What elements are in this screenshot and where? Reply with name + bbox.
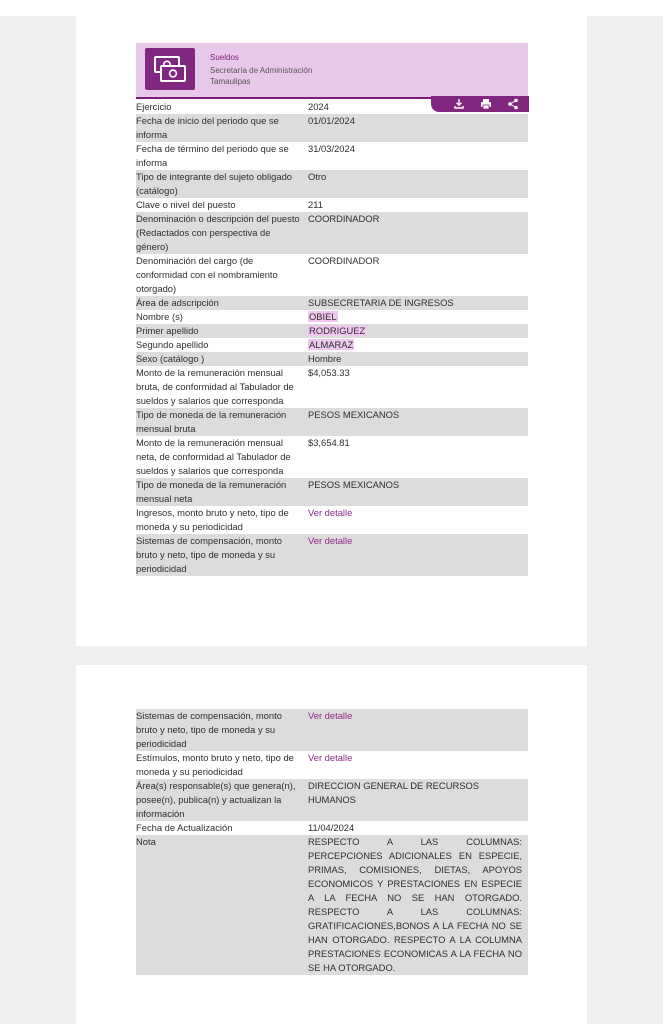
row-value — [308, 534, 528, 576]
row-value: 31/03/2024 — [308, 143, 355, 154]
table-row — [136, 100, 528, 114]
row-value: PESOS MEXICANOS — [308, 479, 400, 490]
table-row — [136, 324, 528, 338]
row-label: Denominación o descripción del puesto (Redactados con perspectiva de género) — [136, 213, 300, 252]
row-label: Fecha de inicio del periodo que se informa — [136, 115, 279, 140]
table-row — [136, 114, 528, 142]
row-label: Fecha de Actualización — [136, 822, 233, 833]
first-surname-value: RODRIGUEZ — [309, 325, 366, 336]
table-row — [136, 352, 528, 366]
table-row — [136, 408, 528, 436]
table-row — [136, 296, 528, 310]
table-row — [136, 478, 528, 506]
header-subtitle-line2: Tamaulipas — [210, 77, 251, 86]
row-label: Tipo de integrante del sujeto obligado (catálogo) — [136, 171, 293, 196]
table-row — [136, 779, 528, 821]
row-label: Nota — [136, 836, 156, 847]
money-icon — [153, 55, 187, 83]
table-row — [136, 835, 528, 975]
table-row — [136, 212, 528, 254]
row-value: Otro — [308, 171, 327, 182]
row-value — [308, 310, 528, 324]
table-row — [136, 751, 528, 779]
row-value: $4,053.33 — [308, 367, 350, 378]
row-label: Clave o nivel del puesto — [136, 199, 236, 210]
row-label: Nombre (s) — [136, 311, 183, 322]
row-label: Monto de la remuneración mensual bruta, de conformidad al Tabulador de sueldos y salarios que corresponda — [136, 367, 294, 406]
row-value: 01/01/2024 — [308, 115, 355, 126]
table-row — [136, 338, 528, 352]
row-label: Tipo de moneda de la remuneración mensual neta — [136, 479, 287, 504]
header-subtitle — [210, 65, 360, 87]
table-row — [136, 534, 528, 576]
row-label: Segundo apellido — [136, 339, 209, 350]
row-value: COORDINADOR — [308, 213, 380, 224]
table-row — [136, 254, 528, 296]
row-value: PESOS MEXICANOS — [308, 409, 400, 420]
row-value: 11/04/2024 — [308, 822, 355, 833]
header-subtitle-line1: Secretaría de Administración — [210, 66, 313, 75]
row-label: Fecha de término del periodo que se informa — [136, 143, 289, 168]
table-row — [136, 366, 528, 408]
row-label: Área(s) responsable(s) que genera(n), posee(n), publica(n) y actualizan la información — [136, 780, 296, 819]
ver-detalle-ingresos-link[interactable]: Ver detalle — [308, 507, 353, 518]
sueldos-header — [136, 43, 528, 99]
row-label: Primer apellido — [136, 325, 199, 336]
row-value: 2024 — [308, 101, 329, 112]
salary-table-continued — [136, 710, 528, 989]
row-label: Sistemas de compensación, monto bruto y neto, tipo de moneda y su periodicidad — [136, 710, 282, 749]
row-label: Denominación del cargo (de conformidad con el nombramiento otorgado) — [136, 255, 278, 294]
table-row — [136, 436, 528, 478]
salary-table — [136, 100, 528, 586]
row-value — [308, 324, 528, 338]
row-value: Hombre — [308, 353, 342, 364]
table-row — [136, 170, 528, 198]
row-label: Monto de la remuneración mensual neta, de conformidad al Tabulador de sueldos y salarios que corresponda — [136, 437, 291, 476]
row-value: COORDINADOR — [308, 255, 380, 266]
row-value: SUBSECRETARIA DE INGRESOS — [308, 297, 454, 308]
row-value: 211 — [308, 199, 323, 210]
row-label: Estímulos, monto bruto y neto, tipo de moneda y su periodicidad — [136, 752, 294, 777]
name-value: OBIEL — [309, 311, 337, 322]
row-label: Sistemas de compensación, monto bruto y neto, tipo de moneda y su periodicidad — [136, 535, 282, 574]
table-row — [136, 709, 528, 751]
salary-logo — [145, 48, 195, 90]
top-bar — [0, 0, 663, 16]
row-value: DIRECCION GENERAL DE RECURSOS HUMANOS — [308, 780, 480, 805]
table-row — [136, 310, 528, 324]
row-label: Ejercicio — [136, 101, 172, 112]
ver-detalle-sistemas-link[interactable]: Ver detalle — [308, 535, 353, 546]
second-surname-value: ALMARAZ — [309, 339, 354, 350]
table-row — [136, 506, 528, 534]
page-2 — [76, 665, 587, 1024]
row-value — [308, 709, 528, 751]
row-value — [308, 338, 528, 352]
table-row — [136, 198, 528, 212]
table-row — [136, 821, 528, 835]
header-title: Sueldos — [210, 53, 239, 62]
row-label: Tipo de moneda de la remuneración mensual bruta — [136, 409, 287, 434]
row-value — [308, 506, 528, 534]
ver-detalle-sistemas-link[interactable]: Ver detalle — [308, 710, 353, 721]
table-row — [136, 142, 528, 170]
page-1 — [76, 16, 587, 646]
row-label: Área de adscripción — [136, 297, 219, 308]
note-value: RESPECTO A LAS COLUMNAS: PERCEPCIONES ADICIONALES EN ESPECIE, PRIMAS, COMISIONES, DIETAS, APOYOS ECONOMICOS Y PRESTACIONES EN ESPECIE A LA FECHA NO SE HAN OTORGADO. RESPECTO A LAS COLUMNAS: GRATIFICACIONES,BONOS A LA FECHA NO SE HAN OTORGADO. RESPECTO A LA COLUMNA PRESTACIONES ECONOMICAS A LA FECHA NO SE HA OTORGADO. — [308, 836, 522, 973]
row-value: $3,654.81 — [308, 437, 350, 448]
row-value — [308, 751, 528, 779]
row-label: Sexo (catálogo ) — [136, 353, 205, 364]
row-label: Ingresos, monto bruto y neto, tipo de moneda y su periodicidad — [136, 507, 289, 532]
ver-detalle-estimulos-link[interactable]: Ver detalle — [308, 752, 353, 763]
